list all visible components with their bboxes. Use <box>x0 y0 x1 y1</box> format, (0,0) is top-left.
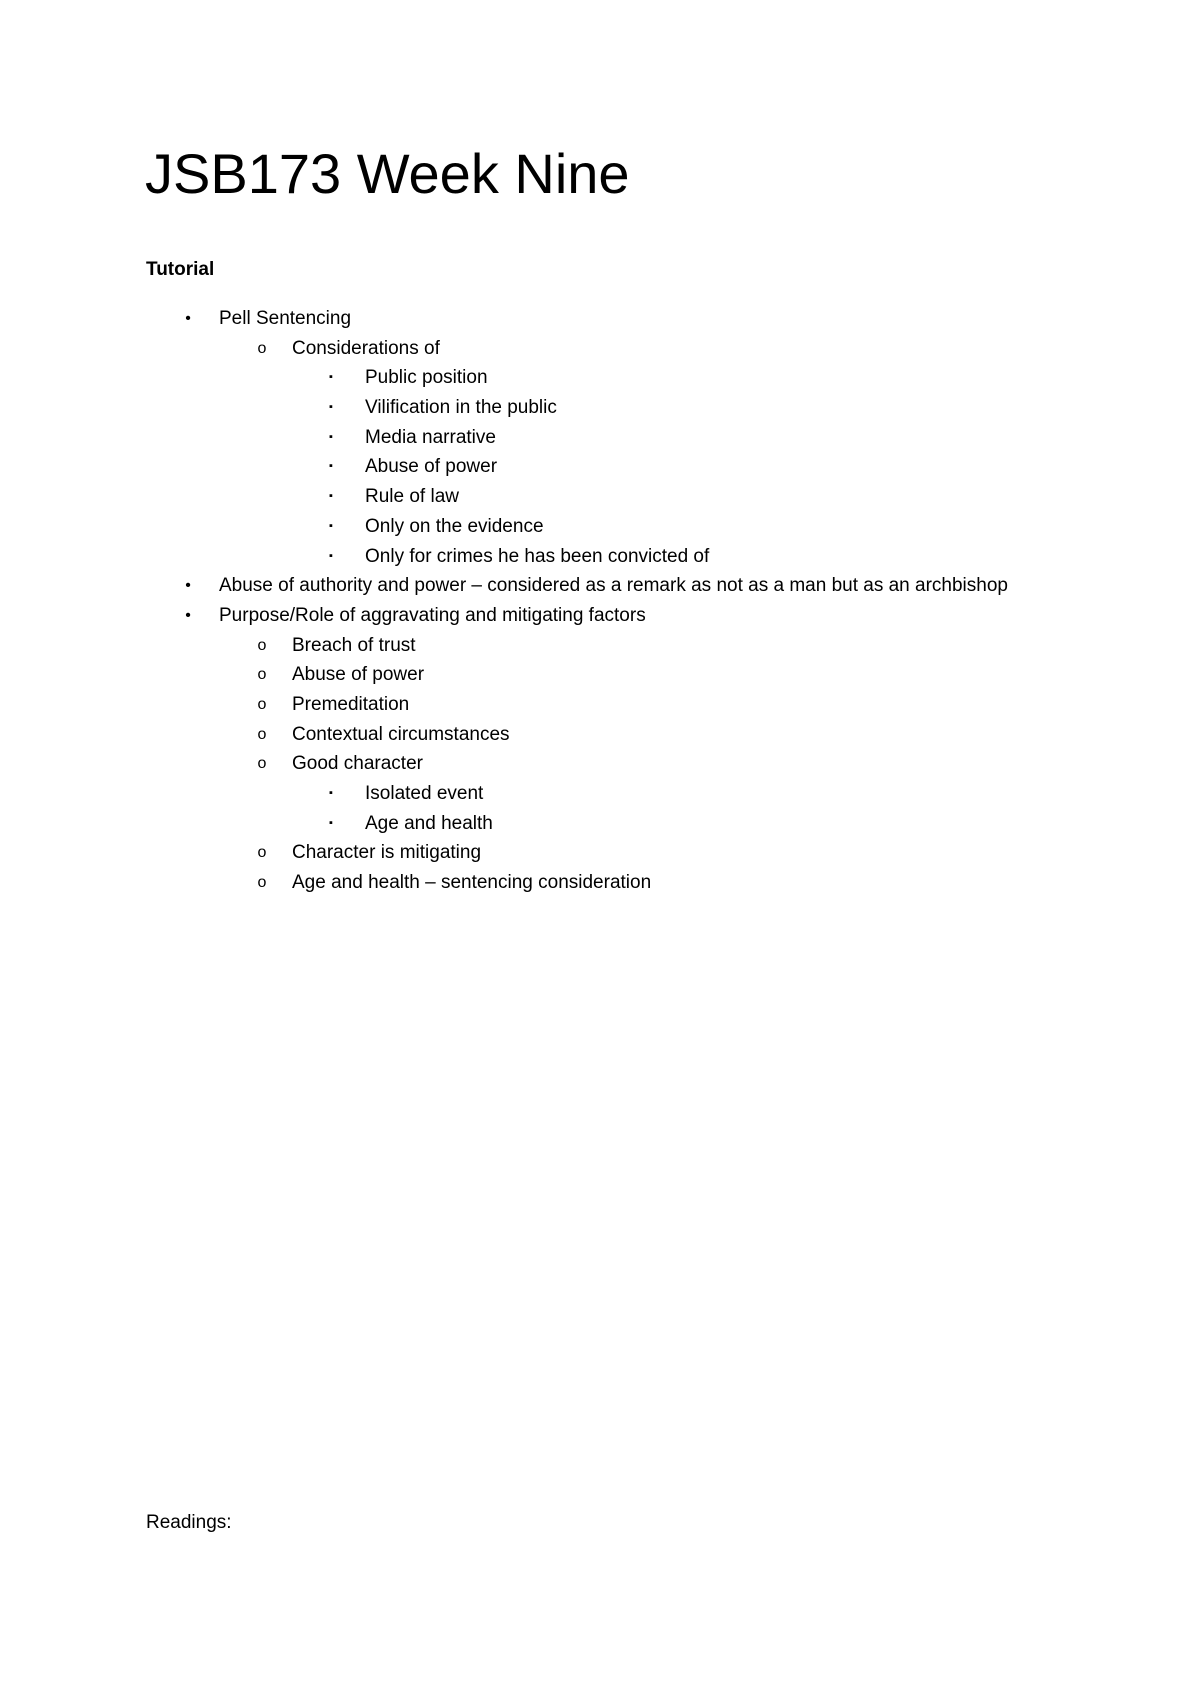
bullet-circle-icon: o <box>257 874 267 892</box>
bullet-square-icon: ▪ <box>329 549 333 562</box>
list-item-text: Age and health <box>365 812 493 834</box>
bullet-square-icon: ▪ <box>329 371 333 384</box>
list-item <box>0 720 1200 750</box>
section-heading-tutorial: Tutorial <box>146 259 215 280</box>
list-item <box>0 542 1200 572</box>
bullet-circle-icon: o <box>257 636 267 654</box>
list-item <box>0 482 1200 512</box>
list-item-text: Pell Sentencing <box>219 308 352 329</box>
list-item-text: Contextual circumstances <box>292 723 510 745</box>
list-item-text: Considerations of <box>292 337 440 359</box>
list-item <box>0 868 1200 898</box>
bullet-square-icon: ▪ <box>329 401 333 414</box>
list-item-text: Media narrative <box>365 426 496 448</box>
list-item <box>0 393 1200 423</box>
list-item <box>0 363 1200 393</box>
bullet-circle-icon: o <box>257 695 267 713</box>
bullet-square-icon: ▪ <box>329 430 333 443</box>
bullet-square-icon: ▪ <box>329 519 333 532</box>
bullet-disc-icon: • <box>185 577 191 595</box>
bullet-circle-icon: o <box>257 725 267 743</box>
document-title: JSB173 Week Nine <box>145 142 630 205</box>
bullet-circle-icon: o <box>257 666 267 684</box>
list-item-text: Breach of trust <box>292 634 416 656</box>
list-item <box>0 779 1200 809</box>
list-item <box>0 601 1200 631</box>
list-item-text: Public position <box>365 367 488 389</box>
list-item <box>0 838 1200 868</box>
tutorial-outline-list <box>0 304 1200 898</box>
bullet-square-icon: ▪ <box>329 787 333 799</box>
list-item-text: Character is mitigating <box>292 842 482 864</box>
readings-label: Readings: <box>146 1512 232 1533</box>
bullet-square-icon: ▪ <box>329 490 333 503</box>
bullet-square-icon: ▪ <box>329 816 333 829</box>
list-item-text: Rule of law <box>365 486 459 508</box>
list-item-text: Good character <box>292 753 423 775</box>
bullet-circle-icon: o <box>257 339 267 357</box>
list-item-text: Age and health – sentencing consideration <box>292 872 652 894</box>
list-item <box>0 749 1200 779</box>
list-item-text: Abuse of power <box>365 456 498 478</box>
bullet-circle-icon: o <box>257 844 267 862</box>
list-item <box>0 660 1200 690</box>
list-item <box>0 334 1200 364</box>
list-item <box>0 304 1200 334</box>
list-item <box>0 809 1200 839</box>
bullet-circle-icon: o <box>257 755 267 773</box>
bullet-disc-icon: • <box>185 606 191 624</box>
list-item-text: Vilification in the public <box>365 397 557 419</box>
list-item <box>0 452 1200 482</box>
list-item <box>0 631 1200 661</box>
list-item-text: Purpose/Role of aggravating and mitigating factors <box>219 604 646 626</box>
list-item <box>0 571 1200 601</box>
list-item-text: Abuse of power <box>292 664 425 686</box>
list-item <box>0 512 1200 542</box>
list-item-text: Only on the evidence <box>365 515 544 537</box>
list-item-text: Only for crimes he has been convicted of <box>365 545 710 567</box>
bullet-square-icon: ▪ <box>329 460 333 473</box>
list-item-text: Isolated event <box>365 783 484 804</box>
list-item-text: Abuse of authority and power – considered as a remark as not as a man but as an archbishop <box>219 575 1008 597</box>
list-item <box>0 423 1200 453</box>
bullet-disc-icon: • <box>185 310 191 327</box>
list-item-text: Premeditation <box>292 693 410 715</box>
list-item <box>0 690 1200 720</box>
